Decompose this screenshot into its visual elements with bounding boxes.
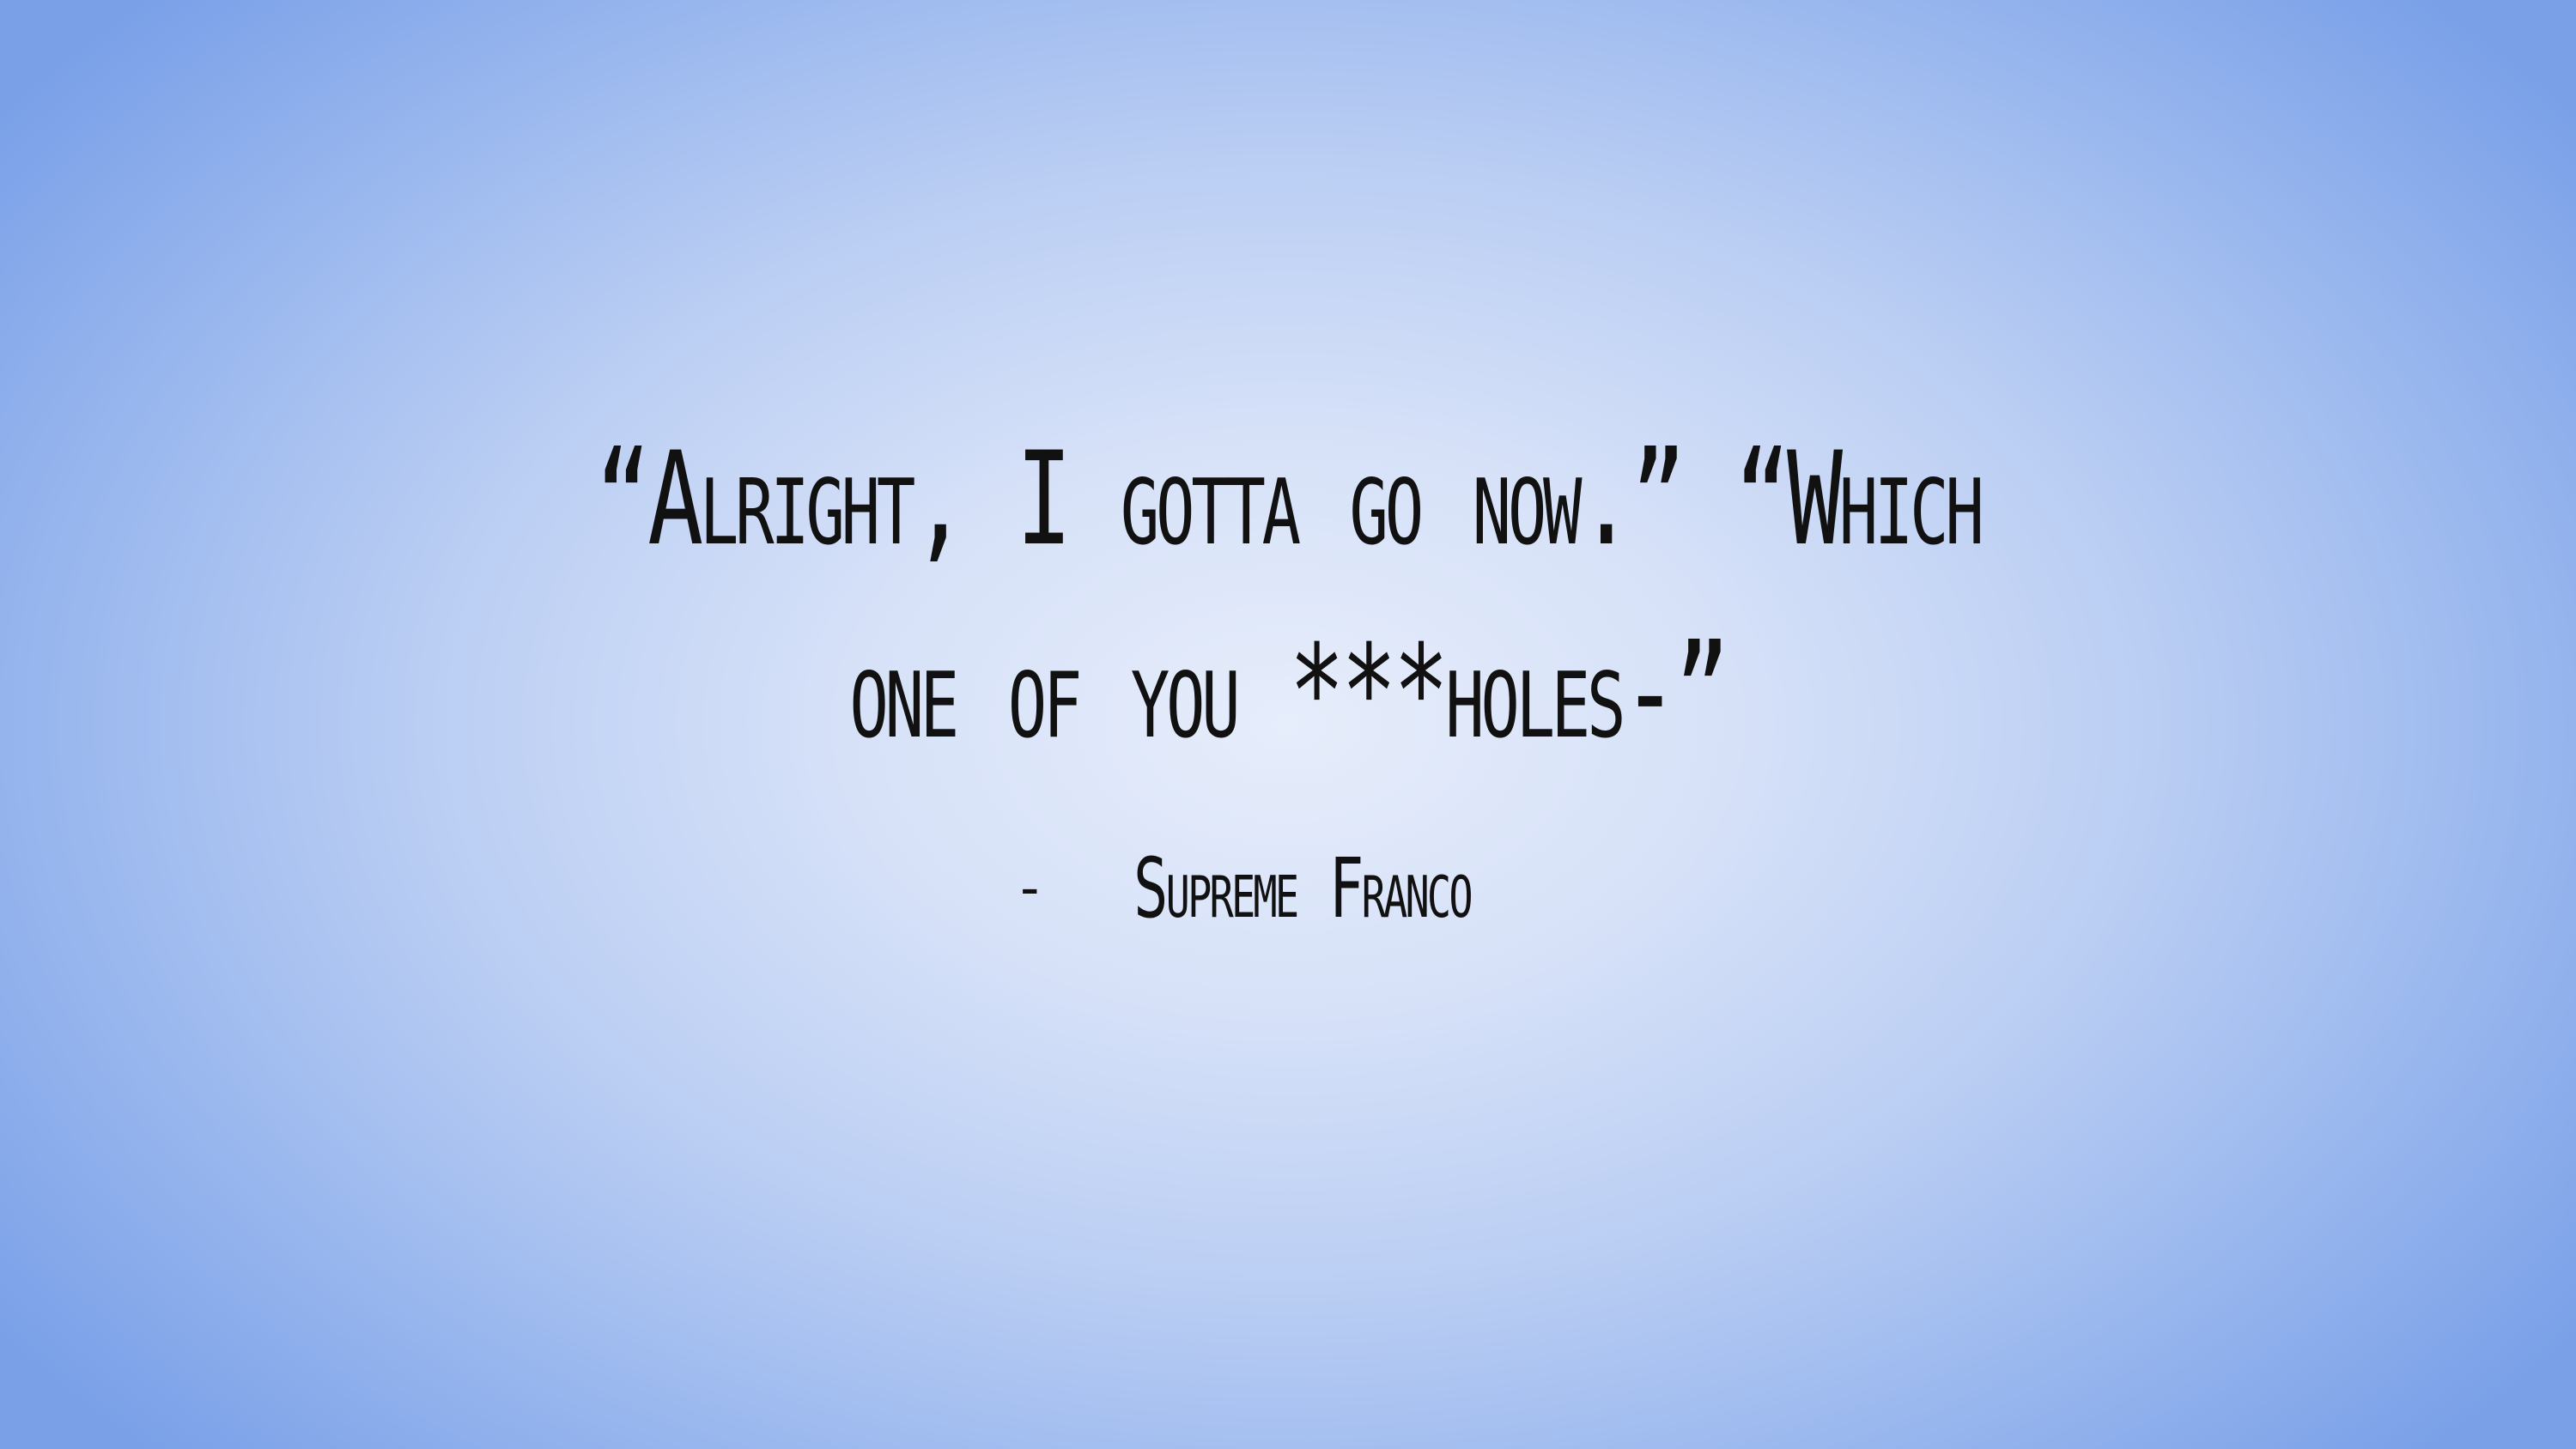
attribution-name: Supreme Franco (1133, 840, 1471, 937)
attribution-dash: - (1013, 857, 1043, 920)
quote-text: “Alright, I gotta go now.” “Which one of you ***holes-” (595, 425, 1981, 767)
attribution (1013, 837, 1615, 940)
